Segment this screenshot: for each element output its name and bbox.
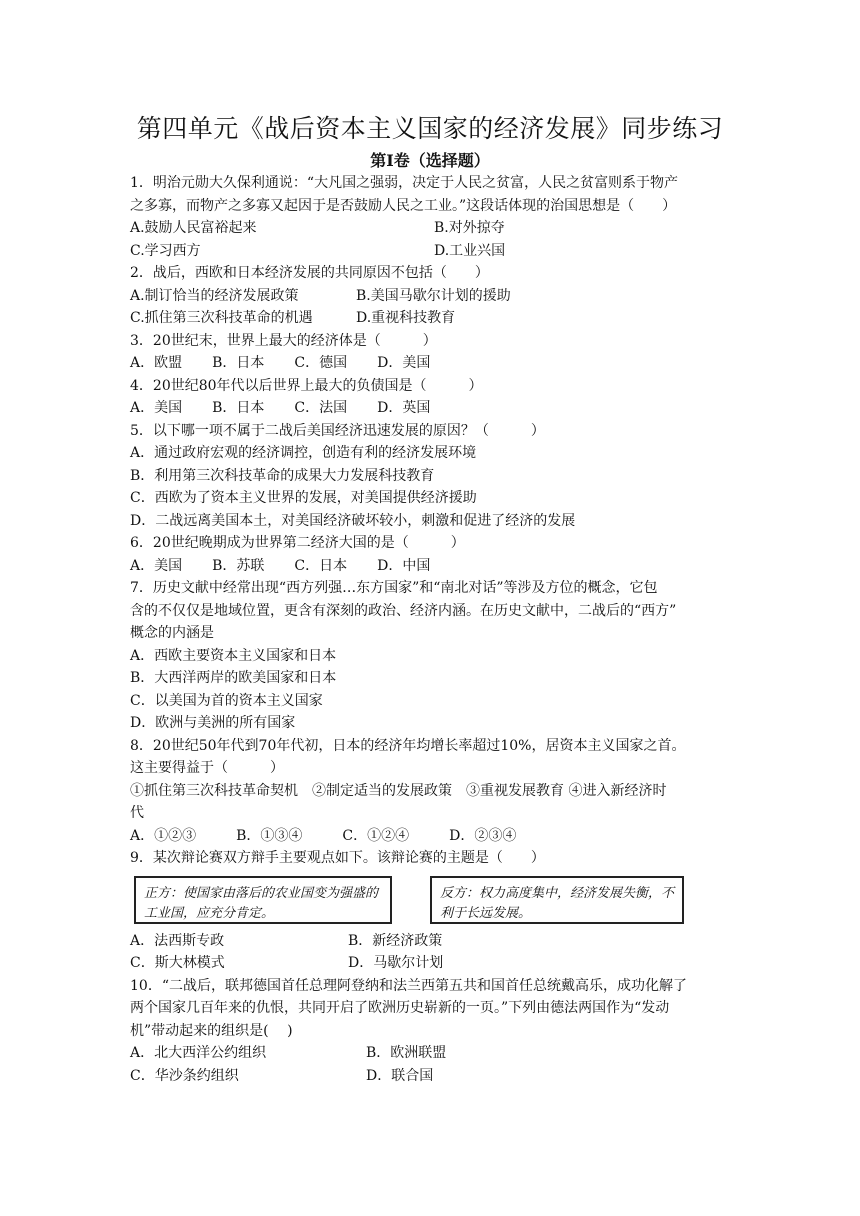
option-a: A．美国 bbox=[130, 400, 183, 416]
question-stem: 4．20世纪80年代以后世界上最大的负债国是（ ） bbox=[130, 377, 483, 394]
question-items: ①抓住第三次科技革命契机 ②制定适当的发展政策 ③重视发展教育 ④进入新经济时 bbox=[130, 782, 667, 799]
question-items: 代 bbox=[130, 805, 144, 821]
option-b: B．日本 bbox=[212, 400, 265, 416]
option-d: D．联合国 bbox=[366, 1067, 434, 1084]
option-a: A．西欧主要资本主义国家和日本 bbox=[130, 647, 337, 664]
option-a: A.鼓励人民富裕起来 bbox=[130, 220, 257, 236]
option-d: D．中国 bbox=[377, 557, 431, 574]
question-stem: 这主要得益于（ ） bbox=[130, 760, 284, 776]
question-7 bbox=[130, 577, 738, 735]
option-a: A．北大西洋公约组织 bbox=[130, 1045, 267, 1061]
option-a: A．欧盟 bbox=[130, 355, 183, 371]
option-a: A．通过政府宏观的经济调控，创造有利的经济发展环境 bbox=[130, 445, 477, 461]
option-c: C．西欧为了资本主义世界的发展，对美国提供经济援助 bbox=[130, 490, 477, 506]
question-stem: 概念的内涵是 bbox=[130, 625, 214, 641]
negative-box: 反方：权力高度集中，经济发展失衡，不利于长远发展。 bbox=[430, 876, 684, 924]
option-b: B．日本 bbox=[212, 355, 265, 371]
option-a: A．法西斯专政 bbox=[130, 932, 225, 949]
affirmative-box: 正方：使国家由落后的农业国变为强盛的工业国，应充分肯定。 bbox=[134, 876, 392, 924]
question-5 bbox=[130, 420, 738, 533]
question-stem: 两个国家几百年来的仇恨，共同开启了欧洲历史崭新的一页。”下列由德法两国作为“发动 bbox=[130, 1000, 670, 1016]
question-stem: 7．历史文献中经常出现“西方列强…东方国家”和“南北对话”等涉及方位的概念，它包 bbox=[130, 580, 658, 596]
option-d: D．欧洲与美洲的所有国家 bbox=[130, 715, 296, 731]
question-1 bbox=[130, 172, 738, 262]
question-10 bbox=[130, 975, 738, 1088]
option-d: D.重视科技教育 bbox=[356, 310, 456, 326]
option-d: D.工业兴国 bbox=[434, 242, 506, 259]
option-b: B.对外掠夺 bbox=[434, 220, 505, 236]
debate-boxes bbox=[134, 876, 684, 924]
option-d: D．马歇尔计划 bbox=[348, 955, 444, 971]
option-c: C．德国 bbox=[294, 355, 348, 371]
option-c: C．法国 bbox=[294, 400, 348, 416]
option-c: C．以美国为首的资本主义国家 bbox=[130, 692, 323, 709]
question-9 bbox=[130, 847, 738, 975]
question-stem: 8．20世纪50年代到70年代初，日本的经济年均增长率超过10%，居资本主义国家之首。 bbox=[130, 737, 686, 754]
option-c: C.抓住第三次科技革命的机遇 bbox=[130, 310, 313, 326]
question-stem: 2．战后，西欧和日本经济发展的共同原因不包括（ ） bbox=[130, 265, 489, 281]
option-a: A.制订恰当的经济发展政策 bbox=[130, 287, 299, 304]
option-b: B．利用第三次科技革命的成果大力发展科技教育 bbox=[130, 467, 435, 484]
question-stem: 10．“二战后，联邦德国首任总理阿登纳和法兰西第五共和国首任总统戴高乐，成功化解了 bbox=[130, 977, 687, 994]
option-c: C．华沙条约组织 bbox=[130, 1067, 239, 1084]
option-c: C.学习西方 bbox=[130, 242, 201, 259]
option-b: B．①③④ bbox=[236, 827, 303, 844]
option-c: C．斯大林模式 bbox=[130, 955, 225, 971]
option-d: D．美国 bbox=[377, 355, 431, 371]
option-c: C．日本 bbox=[294, 557, 348, 574]
question-list bbox=[130, 172, 738, 1087]
option-c: C．①②④ bbox=[342, 827, 410, 844]
option-b: B．苏联 bbox=[212, 557, 265, 574]
question-4 bbox=[130, 375, 738, 420]
option-d: D．英国 bbox=[377, 400, 431, 416]
question-3 bbox=[130, 330, 738, 375]
question-stem: 机”带动起来的组织是( ) bbox=[130, 1022, 293, 1039]
question-2 bbox=[130, 262, 738, 330]
option-d: D．②③④ bbox=[449, 827, 517, 844]
question-stem: 9．某次辩论赛双方辩手主要观点如下。该辩论赛的主题是（ ） bbox=[130, 850, 545, 866]
option-b: B．大西洋两岸的欧美国家和日本 bbox=[130, 670, 337, 686]
option-d: D．二战远离美国本土，对美国经济破坏较小，刺激和促进了经济的发展 bbox=[130, 512, 576, 529]
question-6 bbox=[130, 532, 738, 577]
question-stem: 含的不仅仅是地域位置，更含有深刻的政治、经济内涵。在历史文献中，二战后的“西方” bbox=[130, 602, 677, 619]
page-title: 第四单元《战后资本主义国家的经济发展》同步练习 bbox=[136, 114, 724, 143]
question-stem: 5．以下哪一项不属于二战后美国经济迅速发展的原因？（ ） bbox=[130, 422, 545, 439]
option-b: B．欧洲联盟 bbox=[366, 1045, 447, 1061]
option-a: A．美国 bbox=[130, 557, 183, 574]
question-stem: 3．20世纪末，世界上最大的经济体是（ ） bbox=[130, 332, 437, 349]
option-a: A．①②③ bbox=[130, 827, 197, 844]
question-8 bbox=[130, 735, 738, 848]
option-b: B.美国马歇尔计划的援助 bbox=[356, 287, 511, 304]
question-stem: 1．明治元勋大久保利通说：“大凡国之强弱，决定于人民之贫富，人民之贫富则系于物产 bbox=[130, 175, 679, 191]
question-stem: 6．20世纪晚期成为世界第二经济大国的是（ ） bbox=[130, 535, 465, 551]
section-heading: 第Ⅰ卷（选择题） bbox=[370, 151, 490, 170]
option-b: B．新经济政策 bbox=[348, 932, 443, 949]
question-stem: 之多寡，而物产之多寡又起因于是否鼓励人民之工业。”这段话体现的治国思想是（ ） bbox=[130, 197, 677, 214]
